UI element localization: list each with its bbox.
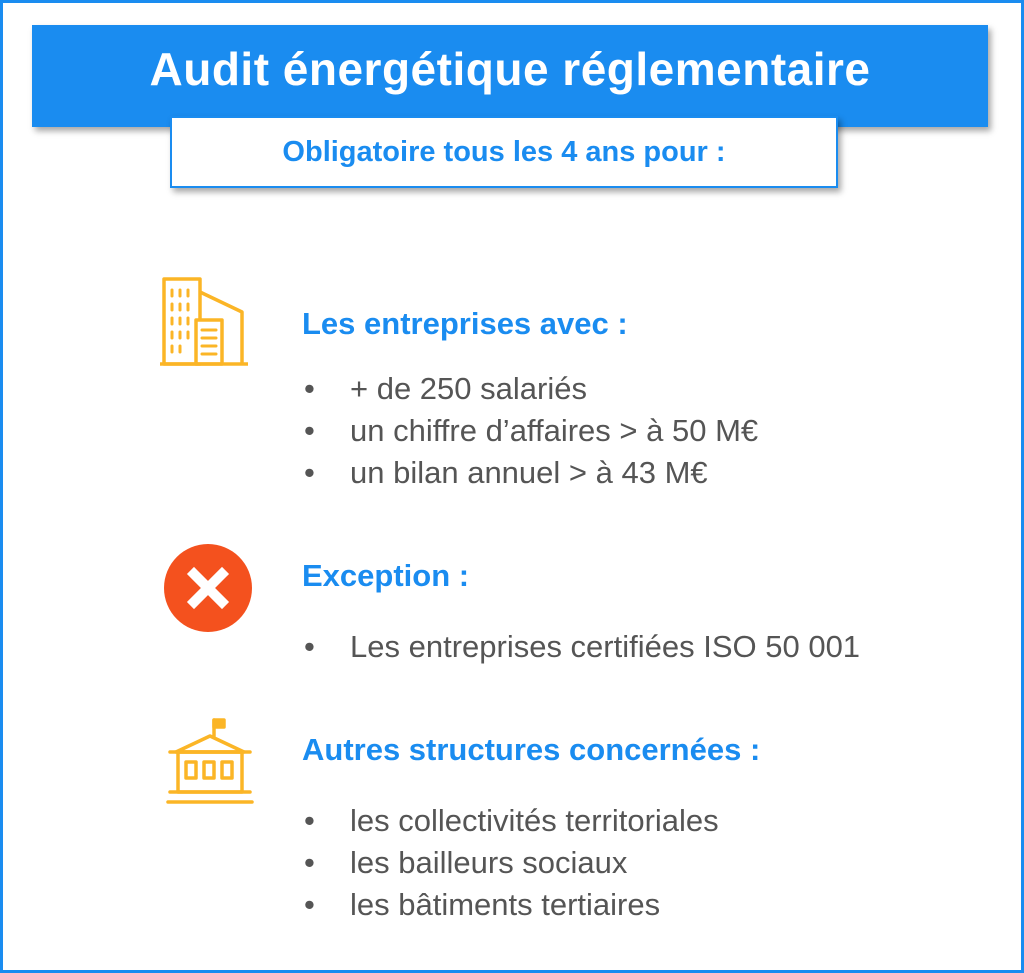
list-item-text: les bâtiments tertiaires [350, 887, 661, 922]
list-item [300, 452, 758, 494]
section-heading: Exception : [302, 558, 470, 593]
list-item [300, 368, 758, 410]
bullet-dot: • [304, 629, 315, 664]
title-banner [32, 25, 988, 127]
list-item [300, 884, 719, 926]
public-building-icon [164, 716, 256, 813]
list-item-text: + de 250 salariés [350, 371, 587, 406]
list-item-text: les bailleurs sociaux [350, 845, 628, 880]
page-title: Audit énergétique réglementaire [149, 43, 871, 95]
bullet-dot: • [304, 455, 315, 490]
list-item [300, 842, 719, 884]
list-item-text: un chiffre d’affaires > à 50 M€ [350, 413, 759, 448]
subtitle-banner [170, 116, 838, 188]
bullet-dot: • [304, 887, 315, 922]
list-item-text: Les entreprises certifiées ISO 50 001 [350, 629, 861, 664]
cross-circle-icon [163, 543, 253, 638]
list-item-text: les collectivités territoriales [350, 803, 719, 838]
bullet-dot: • [304, 413, 315, 448]
section-heading: Les entreprises avec : [302, 306, 628, 341]
list-item [300, 410, 758, 452]
bullet-dot: • [304, 845, 315, 880]
list-item-text: un bilan annuel > à 43 M€ [350, 455, 708, 490]
bullet-dot: • [304, 371, 315, 406]
list-item [300, 800, 719, 842]
page-subtitle: Obligatoire tous les 4 ans pour : [282, 135, 726, 168]
bullet-list [300, 368, 758, 494]
bullet-list [300, 626, 860, 668]
list-item [300, 626, 860, 668]
bullet-dot: • [304, 803, 315, 838]
office-buildings-icon [158, 276, 250, 373]
section-heading: Autres structures concernées : [302, 732, 761, 767]
bullet-list [300, 800, 719, 926]
